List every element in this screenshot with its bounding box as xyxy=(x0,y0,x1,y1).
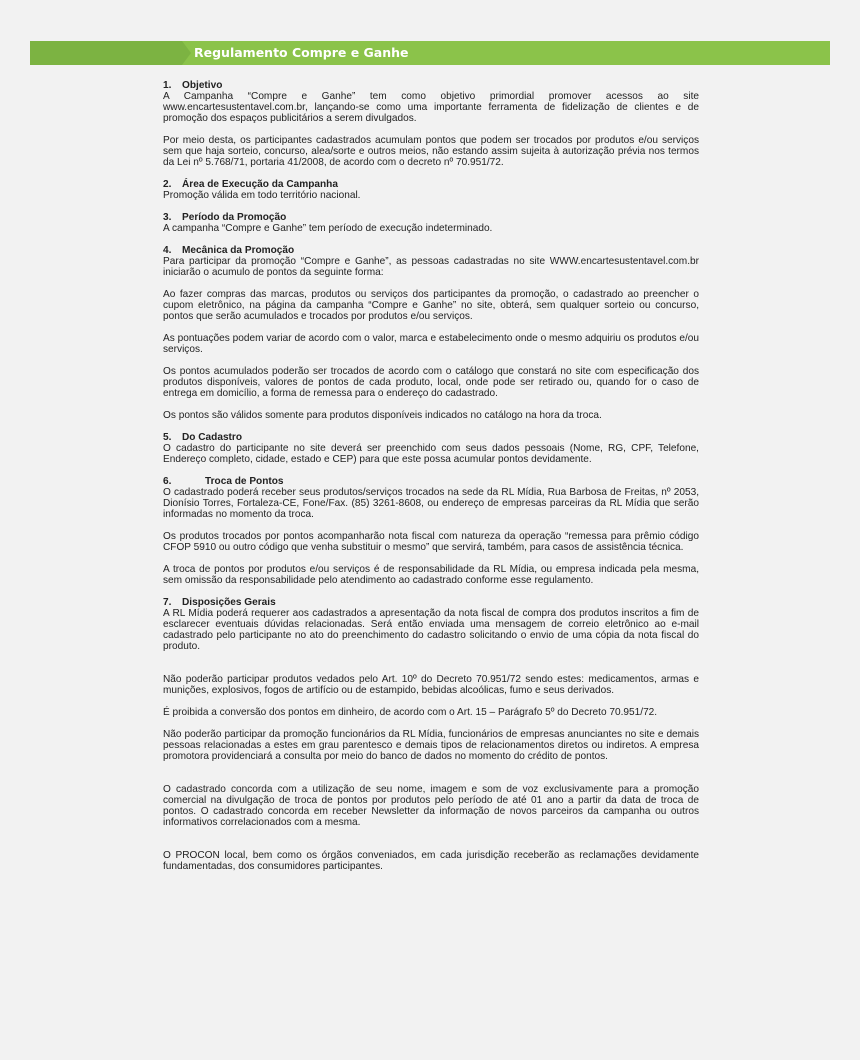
paragraph: Por meio desta, os participantes cadastrados acumulam pontos que podem ser trocados por produtos e/ou serviços sem que haja sorteio, concurso, alea/sorte e outros meios, não estando assim sujeita à autorização prévia nos termos da Lei nº 5.768/71, portaria 41/2008, de acordo com o decreto nº 70.951/72. xyxy=(163,135,699,168)
section-number: 7. xyxy=(163,597,172,608)
section-number: 2. xyxy=(163,179,172,190)
paragraph: A RL Mídia poderá requerer aos cadastrados a apresentação da nota fiscal de compra dos produtos inscritos a fim de esclarecer eventuais dúvidas relacionadas. Será então enviada uma mensagem de correio eletrônico ao e-mail cadastrado pelo participante no ato do preenchimento do cadastro solicitando o envio de uma cópia da nota fiscal do produto. xyxy=(163,608,699,652)
section-heading xyxy=(163,245,699,256)
section-number: 3. xyxy=(163,212,172,223)
paragraph: Não poderão participar produtos vedados pelo Art. 10º do Decreto 70.951/72 sendo estes: medicamentos, armas e munições, explosivos, fogos de artifício ou de estampido, bebidas alcoólicas, fumo e seus derivados. xyxy=(163,674,699,696)
paragraph: A Campanha “Compre e Ganhe” tem como objetivo primordial promover acessos ao site www.encartesustentavel.com.br, lançando-se como uma importante ferramenta de fidelização de clientes e de promoção dos espaços publicitários a serem divulgados. xyxy=(163,91,699,124)
paragraph: Os produtos trocados por pontos acompanharão nota fiscal com natureza da operação “remessa para prêmio código CFOP 5910 ou outro código que venha substituir o mesmo” que servirá, também, para casos de assistência técnica. xyxy=(163,531,699,553)
section-heading xyxy=(163,476,699,487)
paragraph: É proibida a conversão dos pontos em dinheiro, de acordo com o Art. 15 – Parágrafo 5º do Decreto 70.951/72. xyxy=(163,707,658,718)
section-number: 5. xyxy=(163,432,172,443)
paragraph: Os pontos são válidos somente para produtos disponíveis indicados no catálogo na hora da troca. xyxy=(163,410,602,421)
paragraph: A campanha “Compre e Ganhe” tem período de execução indeterminado. xyxy=(163,223,493,234)
section-title: Área de Execução da Campanha xyxy=(182,179,338,190)
paragraph: O cadastro do participante no site deverá ser preenchido com seus dados pessoais (Nome, RG, CPF, Telefone, Endereço completo, cidade, estado e CEP) para que este possa acumular pontos devidamente. xyxy=(163,443,699,465)
regulation-content xyxy=(163,80,699,872)
section-title: Troca de Pontos xyxy=(205,476,284,487)
section-title: Do Cadastro xyxy=(182,432,243,443)
section-heading xyxy=(163,597,699,608)
header-banner xyxy=(30,41,830,65)
paragraph: O PROCON local, bem como os órgãos conveniados, em cada jurisdição receberão as reclamações devidamente fundamentadas, dos consumidores participantes. xyxy=(163,850,699,872)
paragraph: Promoção válida em todo território nacional. xyxy=(163,190,361,201)
paragraph: O cadastrado concorda com a utilização de seu nome, imagem e som de voz exclusivamente para a promoção comercial na divulgação de troca de pontos por produtos pelo período de até 01 ano a partir da data de troca de pontos. O cadastrado concorda em receber Newsletter da informação de novos parceiros da campanha ou outros informativos correlacionados com a mesma. xyxy=(163,784,699,828)
section-number: 1. xyxy=(163,80,172,91)
section-title: Período da Promoção xyxy=(182,212,287,223)
section-heading xyxy=(163,432,699,443)
section-number: 4. xyxy=(163,245,172,256)
banner-arrow-icon xyxy=(182,41,191,65)
paragraph: A troca de pontos por produtos e/ou serviços é de responsabilidade da RL Mídia, ou empresa indicada pela mesma, sem omissão da responsabilidade pelo atendimento ao cadastrado conforme esse regulamento. xyxy=(163,564,699,586)
banner-tab xyxy=(30,41,182,65)
page-title: Regulamento Compre e Ganhe xyxy=(194,45,409,60)
paragraph: Os pontos acumulados poderão ser trocados de acordo com o catálogo que constará no site com especificação dos produtos disponíveis, valores de pontos de cada produto, local, onde pode ser retirado ou, quando for o caso de entrega em domicílio, a forma de remessa para o endereço do cadastrado. xyxy=(163,366,699,399)
section-number: 6. xyxy=(163,476,172,487)
paragraph: Não poderão participar da promoção funcionários da RL Mídia, funcionários de empresas anunciantes no site e demais pessoas relacionadas a estes em grau parentesco e demais tipos de relacionamentos diretos ou indiretos. A empresa promotora providenciará a consulta por meio do banco de dados no momento do crédito de pontos. xyxy=(163,729,699,762)
section-heading xyxy=(163,179,699,190)
paragraph: As pontuações podem variar de acordo com o valor, marca e estabelecimento onde o mesmo adquiriu os produtos e/ou serviços. xyxy=(163,333,699,355)
section-heading xyxy=(163,80,699,91)
section-heading xyxy=(163,212,699,223)
section-title: Disposições Gerais xyxy=(182,597,276,608)
paragraph: Para participar da promoção “Compre e Ganhe”, as pessoas cadastradas no site WWW.encartesustentavel.com.br iniciarão o acumulo de pontos da seguinte forma: xyxy=(163,256,699,278)
paragraph: Ao fazer compras das marcas, produtos ou serviços dos participantes da promoção, o cadastrado ao preencher o cupom eletrônico, na página da campanha “Compre e Ganhe” no site, obterá, sem qualquer sorteio ou concurso, pontos que serão acumulados e trocados por produtos e/ou serviços. xyxy=(163,289,699,322)
paragraph: O cadastrado poderá receber seus produtos/serviços trocados na sede da RL Mídia, Rua Barbosa de Freitas, nº 2053, Dionísio Torres, Fortaleza-CE, Fone/Fax. (85) 3261-8608, ou endereço de empresas parceiras da RL Mídia que serão informadas no momento da troca. xyxy=(163,487,699,520)
section-title: Mecânica da Promoção xyxy=(182,245,295,256)
section-title: Objetivo xyxy=(182,80,223,91)
